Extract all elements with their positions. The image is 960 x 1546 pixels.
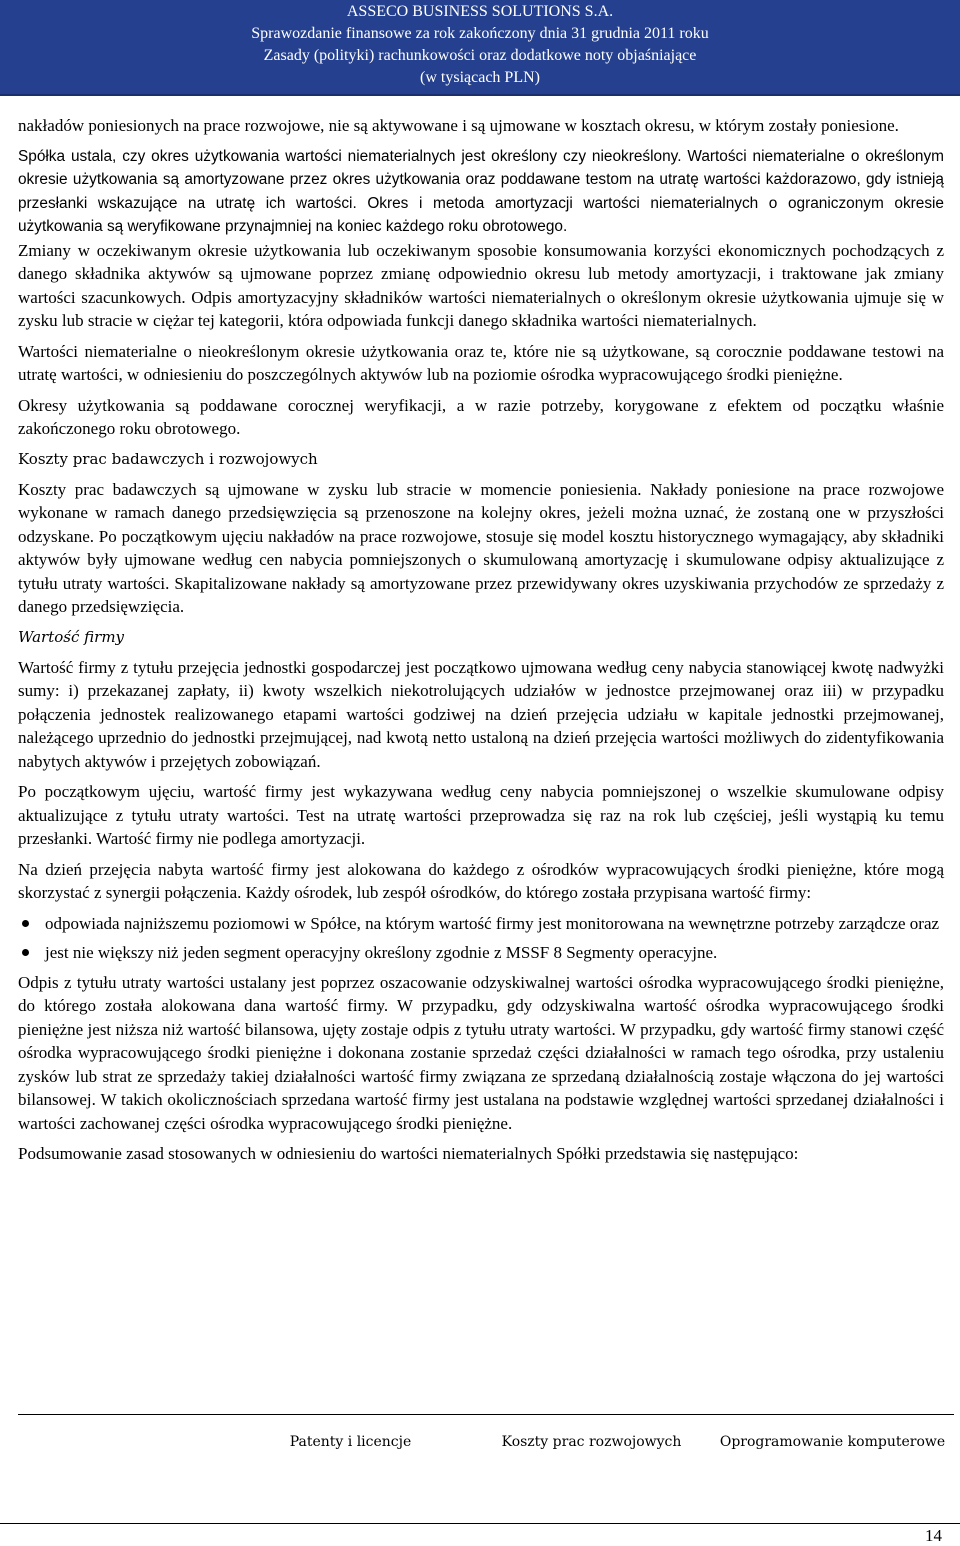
section-heading-research: Koszty prac badawczych i rozwojowych bbox=[18, 449, 318, 468]
paragraph: Spółka ustala, czy okres użytkowania wartości niematerialnych jest określony czy nieokreślony. Wartości niematerialne o określonym okresie użytkowania są amortyzowane przez okres użytkowania oraz poddawane testom na utratę wartości każdorazowo, gdy istnieją przesłanki wskazujące na utratę ich wartości. Okres i metoda amortyzacji wartości niematerialnych o ograniczonym okresie użytkowania są weryfikowane przynajmniej na koniec każdego roku obrotowego. bbox=[18, 147, 944, 235]
paragraph: Wartości niematerialne o nieokreślonym okresie użytkowania oraz te, które nie są użytkowane, są corocznie poddawane testowi na utratę wartości, w odniesieniu do poszczególnych aktywów lub na poziomie ośrodka wypracowującego środki pieniężne. bbox=[18, 341, 944, 384]
bullet-icon bbox=[22, 920, 29, 927]
table-header-patents: Patenty i licencje bbox=[289, 1433, 412, 1450]
page-number: 14 bbox=[925, 1526, 942, 1545]
document-body bbox=[18, 114, 944, 1173]
paragraph: Podsumowanie zasad stosowanych w odniesieniu do wartości niematerialnych Spółki przedstawia się następująco: bbox=[18, 1144, 799, 1163]
section-heading-goodwill: Wartość firmy bbox=[18, 627, 125, 646]
paragraph: Odpis z tytułu utraty wartości ustalany jest poprzez oszacowanie odzyskiwalnej wartości ośrodka wypracowującego środki pieniężne, do którego została alokowana dana wartość firmy. W przypadku, gdy odzyskiwalna wartość ośrodka wypracowującego środki pieniężne jest niższa niż wartość bilansowa, ujęty zostaje odpis z tytułu utraty wartości. W przypadku, gdy wartość firmy stanowi część ośrodka wypracowującego środki pieniężne i dokonana zostanie sprzedaż części działalności w ramach tego ośrodka, przy ustaleniu zysków lub strat ze sprzedaży takiej działalności wartość firmy związana ze sprzedaną działalnością zostaje włączona do jej wartości bilansowej. W takich okolicznościach sprzedana wartość firmy jest ustalana na podstawie względnej wartości sprzedanej działalności i wartości zachowanej części ośrodka wypracowującego środki pieniężne. bbox=[18, 972, 944, 1133]
report-section: Zasady (polityki) rachunkowości oraz dodatkowe noty objaśniające bbox=[263, 47, 697, 64]
currency-note: (w tysiącach PLN) bbox=[420, 69, 540, 86]
table-header-row bbox=[18, 1415, 954, 1469]
list-item bbox=[18, 912, 944, 936]
list-item bbox=[18, 941, 944, 965]
paragraph: Koszty prac badawczych są ujmowane w zysku lub stracie w momencie poniesienia. Nakłady poniesione na prace rozwojowe wykonane w ramach danego przedsięwzięcia są przenoszone na kolejny okres, jeżeli można uznać, że zostaną one w przyszłości odzyskane. Po początkowym ujęciu nakładów na prace rozwojowe, stosuje się model kosztu historycznego wymagający, aby składniki aktywów były ujmowane według cen nabycia pomniejszonych o skumulowaną amortyzację i skumulowane odpisy aktualizujące z tytułu utraty wartości. Skapitalizowane nakłady są amortyzowane przez przewidywany okres uzyskiwania przychodów ze sprzedaży z danego przedsięwzięcia. bbox=[18, 479, 944, 616]
paragraph: Zmiany w oczekiwanym okresie użytkowania lub oczekiwanym sposobie konsumowania korzyści ekonomicznych pochodzących z danego składnika aktywów są ujmowane poprzez zmianę odpowiednio okresu lub metody amortyzacji, i traktowane jak zmiany wartości szacunkowych. Odpis amortyzacyjny składników wartości niematerialnych o określonym okresie użytkowania ujmuje się w zysku lub stracie w ciężar tej kategorii, która odpowiada funkcji danego składnika wartości niematerialnych. bbox=[18, 240, 944, 330]
paragraph: Po początkowym ujęciu, wartość firmy jest wykazywana według ceny nabycia pomniejszonej o wszelkie skumulowane odpisy aktualizujące z tytułu utraty wartości. Test na utratę wartości przeprowadza się raz na rok lub częściej, jeśli wystąpią ku temu przesłanki. Wartość firmy nie podlega amortyzacji. bbox=[18, 782, 944, 848]
footer-divider bbox=[0, 1523, 960, 1524]
paragraph: Wartość firmy z tytułu przejęcia jednostki gospodarczej jest początkowo ujmowana według ceny nabycia stanowiącej kwotę nadwyżki sumy: i) przekazanej zapłaty, ii) kwoty wszelkich niekotrolujących udziałów w jednostce przejmowanej oraz iii) w przypadku połączenia jednostek realizowanego etapami wartości godziwej na dzień przejęcia udziału w kapitale jednostki przejmowanej, należącego uprzednio do jednostki przejmującej, nad kwotą netto ustaloną na dzień przejęcia wartości możliwych do zidentyfikowania nabytych aktywów i przejętych zobowiązań. bbox=[18, 657, 944, 771]
bullet-list bbox=[18, 912, 944, 965]
company-name: ASSECO BUSINESS SOLUTIONS S.A. bbox=[346, 3, 614, 20]
list-item-text: odpowiada najniższemu poziomowi w Spółce, na którym wartość firmy jest monitorowana na wewnętrzne potrzeby zarządcze oraz bbox=[45, 913, 940, 933]
table-header-software: Oprogramowanie komputerowe bbox=[719, 1433, 946, 1450]
paragraph: Okresy użytkowania są poddawane corocznej weryfikacji, a w razie potrzeby, korygowane z efektem od początku właśnie zakończonego roku obrotowego. bbox=[18, 395, 944, 438]
paragraph: Na dzień przejęcia nabyta wartość firmy jest alokowana do każdego z ośrodków wypracowujących środki pieniężne, które mogą skorzystać z synergii połączenia. Każdy ośrodek, lub zespół ośrodków, do którego została przypisana wartość firmy: bbox=[18, 859, 944, 902]
bullet-icon bbox=[22, 949, 29, 956]
report-header bbox=[0, 0, 960, 94]
report-title: Sprawozdanie finansowe za rok zakończony dnia 31 grudnia 2011 roku bbox=[251, 25, 709, 42]
summary-table bbox=[18, 1414, 954, 1469]
paragraph: nakładów poniesionych na prace rozwojowe, nie są aktywowane i są ujmowane w kosztach okresu, w którym zostały poniesione. bbox=[18, 116, 899, 135]
table-header-development-costs: Koszty prac rozwojowych bbox=[501, 1433, 682, 1450]
header-divider bbox=[0, 94, 960, 96]
list-item-text: jest nie większy niż jeden segment operacyjny określony zgodnie z MSSF 8 Segmenty operacyjne. bbox=[45, 943, 718, 962]
